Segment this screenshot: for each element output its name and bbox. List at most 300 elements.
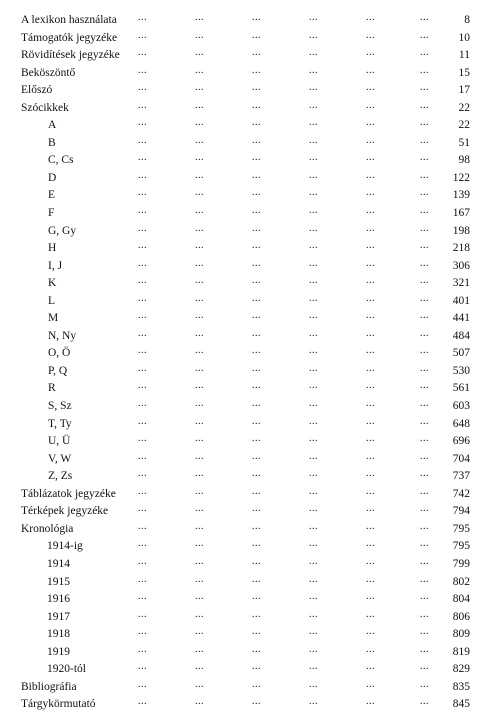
dot-leader: ... — [138, 205, 147, 217]
dot-leader: ... — [420, 433, 429, 445]
toc-entry-page-number: 806 — [452, 610, 470, 623]
dot-leader: ... — [252, 327, 261, 339]
dot-leader: ... — [252, 222, 261, 234]
dot-leader: ... — [138, 678, 147, 690]
dot-leader: ... — [195, 485, 204, 497]
toc-entry-title: 1916 — [47, 593, 70, 606]
dot-leader: ... — [366, 468, 375, 480]
dot-leader: ... — [138, 696, 147, 708]
dot-leader: ... — [366, 99, 375, 111]
dot-leader: ... — [195, 643, 204, 655]
dot-leader: ... — [309, 573, 318, 585]
dot-leader: ... — [309, 222, 318, 234]
toc-entry-title: Bibliográfia — [21, 680, 77, 693]
dot-leader: ... — [138, 327, 147, 339]
dot-leader: ... — [420, 99, 429, 111]
dot-leader: ... — [138, 555, 147, 567]
toc-entry — [21, 591, 470, 609]
dot-leader: ... — [195, 257, 204, 269]
dot-leader: ... — [138, 538, 147, 550]
dot-leader: ... — [195, 82, 204, 94]
dot-leader: ... — [252, 661, 261, 673]
dot-leader: ... — [309, 205, 318, 217]
toc-entry-page-number: 507 — [452, 347, 470, 360]
toc-entry-page-number: 441 — [452, 312, 470, 325]
toc-entry — [21, 451, 470, 469]
toc-entry-title: A — [48, 119, 57, 132]
dot-leader: ... — [252, 310, 261, 322]
dot-leader: ... — [138, 573, 147, 585]
dot-leader: ... — [309, 661, 318, 673]
dot-leader: ... — [195, 398, 204, 410]
dot-leader: ... — [138, 380, 147, 392]
dot-leader: ... — [420, 310, 429, 322]
dot-leader: ... — [420, 117, 429, 129]
dot-leader: ... — [309, 152, 318, 164]
dot-leader: ... — [138, 591, 147, 603]
dot-leader: ... — [252, 555, 261, 567]
toc-entry-title: P, Q — [48, 364, 68, 377]
dot-leader: ... — [420, 398, 429, 410]
dot-leader: ... — [420, 573, 429, 585]
dot-leader: ... — [252, 415, 261, 427]
dot-leader: ... — [309, 47, 318, 59]
dot-leader: ... — [195, 169, 204, 181]
dot-leader: ... — [252, 520, 261, 532]
dot-leader: ... — [195, 433, 204, 445]
dot-leader: ... — [138, 187, 147, 199]
dot-leader: ... — [420, 345, 429, 357]
toc-entry-title: Térképek jegyzéke — [21, 505, 109, 518]
dot-leader: ... — [366, 696, 375, 708]
toc-entry — [21, 661, 470, 679]
dot-leader: ... — [420, 591, 429, 603]
toc-entry — [21, 363, 470, 381]
dot-leader: ... — [309, 327, 318, 339]
toc-entry-title: V, W — [48, 452, 72, 465]
toc-entry — [21, 152, 470, 170]
dot-leader: ... — [309, 345, 318, 357]
dot-leader: ... — [420, 362, 429, 374]
dot-leader: ... — [252, 643, 261, 655]
dot-leader: ... — [252, 117, 261, 129]
dot-leader: ... — [195, 240, 204, 252]
toc-entry-title: 1915 — [47, 575, 70, 588]
toc-entry-title: E — [48, 189, 56, 202]
dot-leader: ... — [138, 64, 147, 76]
dot-leader: ... — [138, 468, 147, 480]
dot-leader: ... — [366, 345, 375, 357]
toc-entry — [21, 82, 470, 100]
dot-leader: ... — [195, 696, 204, 708]
toc-entry-title: I, J — [48, 259, 63, 272]
dot-leader: ... — [366, 134, 375, 146]
dot-leader: ... — [195, 222, 204, 234]
toc-entry — [21, 100, 470, 118]
dot-leader: ... — [138, 503, 147, 515]
dot-leader: ... — [420, 503, 429, 515]
toc-entry-page-number: 704 — [452, 452, 470, 465]
dot-leader: ... — [420, 696, 429, 708]
dot-leader: ... — [309, 117, 318, 129]
dot-leader: ... — [195, 538, 204, 550]
toc-entry — [21, 117, 470, 135]
toc-entry — [21, 293, 470, 311]
dot-leader: ... — [420, 292, 429, 304]
dot-leader: ... — [138, 152, 147, 164]
toc-entry — [21, 223, 470, 241]
dot-leader: ... — [309, 398, 318, 410]
toc-entry-page-number: 696 — [452, 435, 470, 448]
toc-entry-title: Kronológia — [21, 522, 74, 535]
dot-leader: ... — [366, 169, 375, 181]
toc-entry-title: 1917 — [47, 610, 70, 623]
dot-leader: ... — [138, 520, 147, 532]
dot-leader: ... — [252, 433, 261, 445]
dot-leader: ... — [366, 292, 375, 304]
dot-leader: ... — [309, 12, 318, 23]
dot-leader: ... — [366, 538, 375, 550]
toc-entry-page-number: 561 — [452, 382, 470, 395]
dot-leader: ... — [252, 573, 261, 585]
toc-entry — [21, 468, 470, 486]
toc-entry-title: K — [48, 277, 57, 290]
dot-leader: ... — [366, 380, 375, 392]
dot-leader: ... — [195, 134, 204, 146]
toc-entry — [21, 679, 470, 697]
toc-entry-page-number: 648 — [452, 417, 470, 430]
dot-leader: ... — [195, 555, 204, 567]
dot-leader: ... — [309, 643, 318, 655]
dot-leader: ... — [309, 678, 318, 690]
toc-entry-title: R — [48, 382, 56, 395]
toc-entry-page-number: 22 — [458, 119, 470, 132]
toc-entry-title: 1914-ig — [47, 540, 83, 553]
toc-entry-title: F — [48, 207, 55, 220]
dot-leader: ... — [138, 433, 147, 445]
dot-leader: ... — [420, 538, 429, 550]
toc-entry-title: S, Sz — [48, 400, 72, 413]
toc-entry — [21, 12, 470, 30]
dot-leader: ... — [366, 64, 375, 76]
toc-entry — [21, 609, 470, 627]
toc-entry-title: Előszó — [21, 84, 53, 97]
toc-entry — [21, 135, 470, 153]
dot-leader: ... — [252, 380, 261, 392]
dot-leader: ... — [420, 450, 429, 462]
dot-leader: ... — [309, 310, 318, 322]
toc-entry — [21, 398, 470, 416]
toc-entry — [21, 486, 470, 504]
dot-leader: ... — [252, 205, 261, 217]
dot-leader: ... — [420, 152, 429, 164]
dot-leader: ... — [138, 398, 147, 410]
table-of-contents — [21, 12, 470, 714]
toc-entry-page-number: 11 — [458, 49, 470, 62]
dot-leader: ... — [420, 643, 429, 655]
dot-leader: ... — [138, 643, 147, 655]
dot-leader: ... — [252, 292, 261, 304]
dot-leader: ... — [420, 468, 429, 480]
dot-leader: ... — [309, 380, 318, 392]
toc-entry-page-number: 15 — [458, 66, 470, 79]
toc-entry — [21, 416, 470, 434]
dot-leader: ... — [420, 608, 429, 620]
dot-leader: ... — [366, 205, 375, 217]
dot-leader: ... — [366, 240, 375, 252]
dot-leader: ... — [309, 696, 318, 708]
dot-leader: ... — [420, 275, 429, 287]
toc-entry-title: D — [48, 171, 57, 184]
toc-entry-page-number: 22 — [458, 101, 470, 114]
toc-entry-page-number: 829 — [452, 663, 470, 676]
dot-leader: ... — [309, 187, 318, 199]
toc-entry — [21, 170, 470, 188]
dot-leader: ... — [138, 99, 147, 111]
toc-entry-page-number: 198 — [452, 224, 470, 237]
dot-leader: ... — [138, 47, 147, 59]
toc-entry-title: 1920-tól — [47, 663, 86, 676]
dot-leader: ... — [366, 485, 375, 497]
dot-leader: ... — [138, 257, 147, 269]
toc-entry-title: O, Ö — [48, 347, 71, 360]
dot-leader: ... — [138, 29, 147, 41]
dot-leader: ... — [420, 47, 429, 59]
dot-leader: ... — [138, 292, 147, 304]
dot-leader: ... — [195, 608, 204, 620]
dot-leader: ... — [309, 520, 318, 532]
dot-leader: ... — [366, 222, 375, 234]
dot-leader: ... — [309, 608, 318, 620]
dot-leader: ... — [195, 152, 204, 164]
dot-leader: ... — [138, 310, 147, 322]
dot-leader: ... — [252, 134, 261, 146]
dot-leader: ... — [195, 99, 204, 111]
dot-leader: ... — [366, 415, 375, 427]
dot-leader: ... — [420, 380, 429, 392]
dot-leader: ... — [195, 380, 204, 392]
toc-entry-title: Rövidítések jegyzéke — [21, 49, 120, 62]
dot-leader: ... — [309, 555, 318, 567]
toc-entry-title: T, Ty — [48, 417, 72, 430]
dot-leader: ... — [420, 327, 429, 339]
toc-entry-page-number: 795 — [452, 522, 470, 535]
toc-entry-title: 1919 — [47, 645, 70, 658]
dot-leader: ... — [309, 468, 318, 480]
toc-entry-page-number: 306 — [452, 259, 470, 272]
dot-leader: ... — [309, 29, 318, 41]
toc-entry — [21, 380, 470, 398]
dot-leader: ... — [195, 187, 204, 199]
dot-leader: ... — [195, 661, 204, 673]
dot-leader: ... — [138, 117, 147, 129]
toc-entry-title: Beköszöntő — [21, 66, 76, 79]
dot-leader: ... — [195, 64, 204, 76]
dot-leader: ... — [366, 643, 375, 655]
dot-leader: ... — [420, 415, 429, 427]
dot-leader: ... — [138, 485, 147, 497]
dot-leader: ... — [309, 64, 318, 76]
dot-leader: ... — [138, 415, 147, 427]
dot-leader: ... — [195, 591, 204, 603]
dot-leader: ... — [252, 538, 261, 550]
dot-leader: ... — [195, 468, 204, 480]
toc-entry-page-number: 742 — [452, 487, 470, 500]
dot-leader: ... — [420, 661, 429, 673]
toc-entry-title: G, Gy — [48, 224, 77, 237]
dot-leader: ... — [309, 240, 318, 252]
dot-leader: ... — [195, 362, 204, 374]
toc-entry-page-number: 484 — [452, 329, 470, 342]
dot-leader: ... — [252, 47, 261, 59]
dot-leader: ... — [366, 555, 375, 567]
dot-leader: ... — [138, 626, 147, 638]
dot-leader: ... — [420, 64, 429, 76]
toc-entry-page-number: 799 — [452, 557, 470, 570]
dot-leader: ... — [309, 82, 318, 94]
toc-entry-page-number: 795 — [452, 540, 470, 553]
dot-leader: ... — [138, 345, 147, 357]
toc-entry-title: C, Cs — [48, 154, 74, 167]
toc-entry-title: Szócikkek — [21, 101, 69, 114]
dot-leader: ... — [195, 47, 204, 59]
dot-leader: ... — [309, 538, 318, 550]
toc-entry-title: Táblázatok jegyzéke — [21, 487, 116, 500]
dot-leader: ... — [252, 152, 261, 164]
toc-entry-page-number: 802 — [452, 575, 470, 588]
dot-leader: ... — [252, 503, 261, 515]
dot-leader: ... — [195, 310, 204, 322]
dot-leader: ... — [366, 310, 375, 322]
toc-entry-title: B — [48, 136, 56, 149]
dot-leader: ... — [366, 362, 375, 374]
dot-leader: ... — [366, 187, 375, 199]
dot-leader: ... — [366, 433, 375, 445]
dot-leader: ... — [309, 626, 318, 638]
toc-entry — [21, 345, 470, 363]
dot-leader: ... — [309, 503, 318, 515]
dot-leader: ... — [309, 450, 318, 462]
toc-entry — [21, 258, 470, 276]
toc-entry — [21, 556, 470, 574]
toc-entry-page-number: 819 — [452, 645, 470, 658]
dot-leader: ... — [252, 275, 261, 287]
dot-leader: ... — [420, 626, 429, 638]
dot-leader: ... — [366, 29, 375, 41]
dot-leader: ... — [366, 152, 375, 164]
dot-leader: ... — [309, 169, 318, 181]
dot-leader: ... — [252, 257, 261, 269]
dot-leader: ... — [138, 450, 147, 462]
toc-entry — [21, 310, 470, 328]
dot-leader: ... — [195, 626, 204, 638]
dot-leader: ... — [366, 82, 375, 94]
dot-leader: ... — [195, 415, 204, 427]
dot-leader: ... — [252, 29, 261, 41]
dot-leader: ... — [195, 678, 204, 690]
toc-entry-title: L — [48, 294, 56, 307]
dot-leader: ... — [252, 12, 261, 23]
dot-leader: ... — [420, 678, 429, 690]
dot-leader: ... — [366, 327, 375, 339]
dot-leader: ... — [366, 520, 375, 532]
dot-leader: ... — [309, 362, 318, 374]
dot-leader: ... — [366, 257, 375, 269]
dot-leader: ... — [252, 626, 261, 638]
toc-entry-page-number: 321 — [452, 277, 470, 290]
dot-leader: ... — [195, 503, 204, 515]
dot-leader: ... — [252, 608, 261, 620]
dot-leader: ... — [366, 117, 375, 129]
dot-leader: ... — [366, 275, 375, 287]
dot-leader: ... — [309, 134, 318, 146]
dot-leader: ... — [366, 626, 375, 638]
dot-leader: ... — [420, 82, 429, 94]
dot-leader: ... — [252, 678, 261, 690]
toc-entry-title: Tárgykörmutató — [21, 698, 96, 711]
dot-leader: ... — [138, 134, 147, 146]
dot-leader: ... — [195, 450, 204, 462]
dot-leader: ... — [252, 696, 261, 708]
dot-leader: ... — [195, 117, 204, 129]
toc-entry-page-number: 8 — [464, 14, 470, 26]
dot-leader: ... — [420, 257, 429, 269]
dot-leader: ... — [309, 257, 318, 269]
dot-leader: ... — [195, 29, 204, 41]
toc-entry — [21, 240, 470, 258]
toc-entry-title: U, Ü — [48, 435, 71, 448]
toc-entry — [21, 275, 470, 293]
dot-leader: ... — [138, 275, 147, 287]
toc-entry-page-number: 845 — [452, 698, 470, 711]
dot-leader: ... — [138, 240, 147, 252]
dot-leader: ... — [195, 275, 204, 287]
dot-leader: ... — [366, 47, 375, 59]
toc-entry — [21, 30, 470, 48]
toc-entry-title: Támogatók jegyzéke — [21, 31, 118, 44]
toc-entry — [21, 433, 470, 451]
dot-leader: ... — [138, 12, 147, 23]
toc-entry-page-number: 218 — [452, 242, 470, 255]
dot-leader: ... — [420, 29, 429, 41]
toc-entry — [21, 187, 470, 205]
toc-entry — [21, 328, 470, 346]
dot-leader: ... — [420, 187, 429, 199]
toc-entry-page-number: 794 — [452, 505, 470, 518]
toc-entry-title: M — [48, 312, 59, 325]
toc-entry-page-number: 122 — [452, 171, 470, 184]
toc-entry — [21, 626, 470, 644]
toc-entry-title: 1914 — [47, 557, 70, 570]
toc-entry — [21, 574, 470, 592]
dot-leader: ... — [195, 520, 204, 532]
toc-entry-title: A lexikon használata — [21, 14, 117, 26]
dot-leader: ... — [420, 520, 429, 532]
toc-entry-page-number: 98 — [458, 154, 470, 167]
dot-leader: ... — [420, 555, 429, 567]
toc-entry-title: N, Ny — [48, 329, 77, 342]
toc-entry-page-number: 737 — [452, 470, 470, 483]
dot-leader: ... — [252, 99, 261, 111]
dot-leader: ... — [252, 485, 261, 497]
dot-leader: ... — [366, 398, 375, 410]
toc-entry-title: 1918 — [47, 628, 70, 641]
dot-leader: ... — [252, 398, 261, 410]
toc-entry-title: Z, Zs — [48, 470, 73, 483]
dot-leader: ... — [195, 292, 204, 304]
dot-leader: ... — [366, 450, 375, 462]
dot-leader: ... — [252, 468, 261, 480]
